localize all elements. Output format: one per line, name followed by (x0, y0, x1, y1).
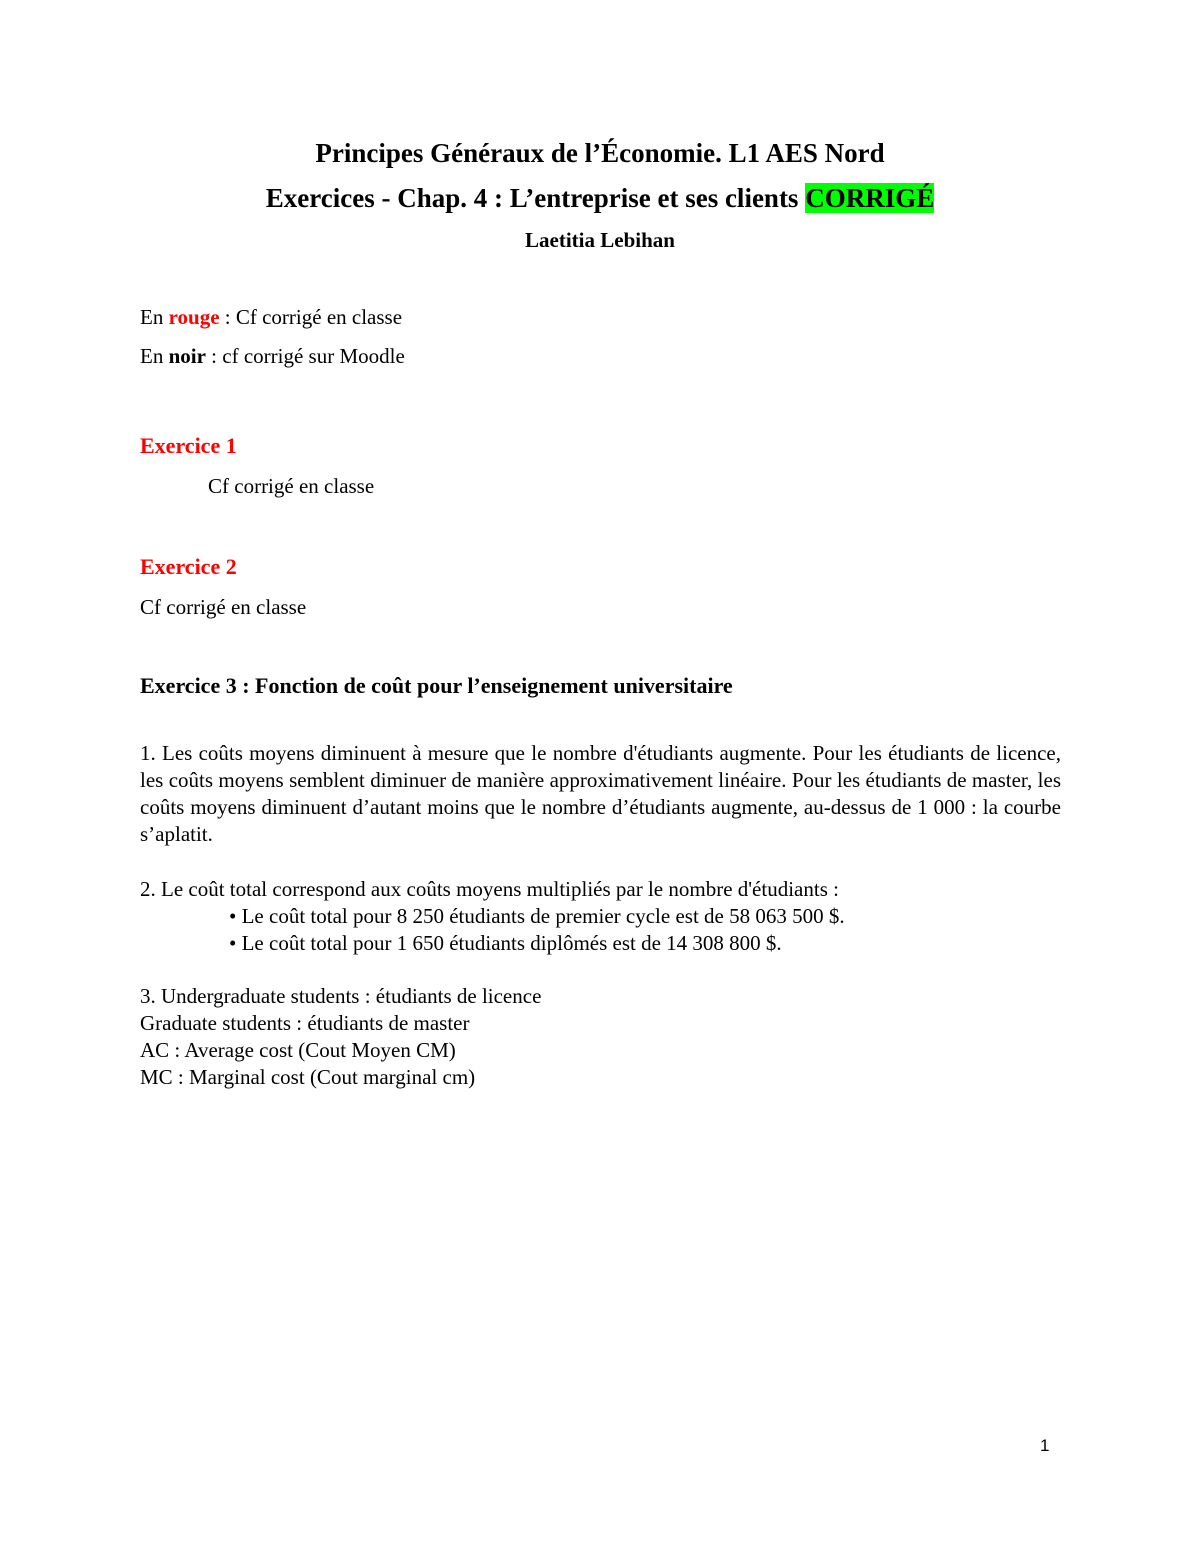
legend-red-text: : Cf corrigé en classe (219, 305, 403, 329)
author-name: Laetitia Lebihan (525, 228, 675, 252)
legend-black-keyword: noir (168, 344, 206, 368)
legend-red-keyword: rouge (168, 305, 220, 329)
exercise-3-bullet-1: • Le coût total pour 8 250 étudiants de premier cycle est de 58 063 500 $. (229, 904, 845, 928)
subtitle-text: Exercices - Chap. 4 : L’entreprise et ses clients (265, 183, 806, 213)
page-number: 1 (1040, 1436, 1050, 1455)
exercise-3-answer-3-line-2: Graduate students : étudiants de master (140, 1011, 470, 1035)
exercise-2-body: Cf corrigé en classe (140, 595, 307, 619)
exercise-3-answer-3-line-1: 3. Undergraduate students : étudiants de licence (140, 984, 542, 1008)
exercise-3-answer-3-line-3: AC : Average cost (Cout Moyen CM) (140, 1038, 456, 1062)
exercise-1-body: Cf corrigé en classe (208, 474, 375, 498)
legend-black-text: : cf corrigé sur Moodle (205, 344, 405, 368)
legend-prefix: En (140, 344, 169, 368)
legend-red-line (140, 305, 402, 330)
document-subtitle (0, 183, 1200, 214)
legend-black-line (140, 344, 405, 369)
exercise-1-heading: Exercice 1 (140, 433, 237, 458)
exercise-2-heading: Exercice 2 (140, 554, 237, 579)
legend-prefix: En (140, 305, 169, 329)
exercise-3-bullet-2: • Le coût total pour 1 650 étudiants diplômés est de 14 308 800 $. (229, 931, 782, 955)
document-title: Principes Généraux de l’Économie. L1 AES Nord (315, 138, 885, 168)
corrige-highlight: CORRIGÉ (805, 183, 935, 213)
exercise-3-heading: Exercice 3 : Fonction de coût pour l’enseignement universitaire (140, 673, 733, 698)
exercise-3-answer-2-intro: 2. Le coût total correspond aux coûts moyens multipliés par le nombre d'étudiants : (140, 877, 839, 901)
exercise-3-answer-1: 1. Les coûts moyens diminuent à mesure que le nombre d'étudiants augmente. Pour les étudiants de licence, les coûts moyens semblent diminuer de manière approximativement linéaire. Pour les étudiants de master, les coûts moyens diminuent d’autant moins que le nombre d’étudiants augmente, au-dessus de 1 000 : la courbe s’aplatit. (140, 741, 1061, 846)
exercise-3-answer-3-line-4: MC : Marginal cost (Cout marginal cm) (140, 1065, 476, 1089)
